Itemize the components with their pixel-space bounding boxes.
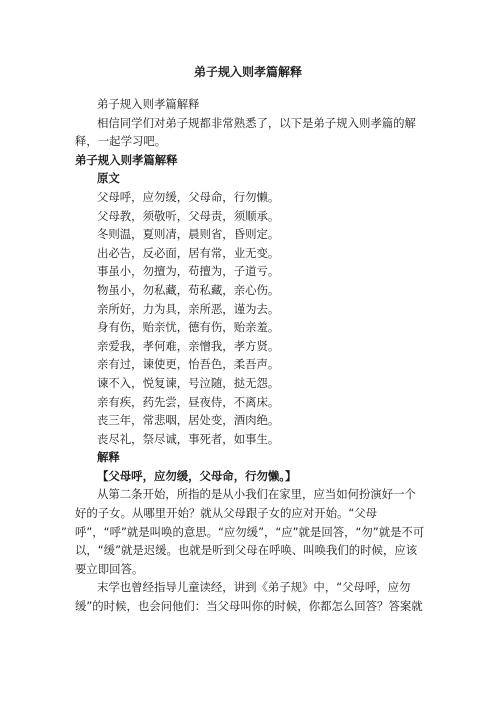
section-heading: 弟子规入则孝篇解释 xyxy=(75,152,178,167)
verse-line: 父母呼，应勿缓，父母命，行勿懒。 xyxy=(97,189,280,204)
explanation-paragraph: 末学也曾经指导儿童读经，讲到《弟子规》中，“父母呼，应勿缓”的时候，也会问他们：当父母叫你的时候，你都怎么回答？答案就 xyxy=(75,580,423,614)
verse-line: 亲爱我，孝何难，亲憎我，孝方贤。 xyxy=(97,338,280,353)
explanation-paragraph: 从第二条开始，所指的是从小我们在家里，应当如何扮演好一个好的子女。从哪里开始？就从父母跟子女的应对开始。“父母呼”，“呼”就是叫唤的意思。“应勿缓”，“应”就是回答，“勿”就是不可以，“缓”就是迟缓。也就是听到父母在呼唤、叫唤我们的时候，应该要立即回答。 xyxy=(75,487,425,576)
verse-line: 谏不入，悦复谏，号泣随，挞无怨。 xyxy=(97,375,280,390)
intro-line: 弟子规入则孝篇解释 xyxy=(97,97,200,111)
verse-line: 丧三年，常悲咽，居处变，酒肉绝。 xyxy=(97,413,280,428)
explanation-heading: 【父母呼，应勿缓，父母命，行勿懒。】 xyxy=(97,468,297,483)
verse-line: 事虽小，勿擅为，苟擅为，子道亏。 xyxy=(97,264,280,279)
verse-line: 亲有疾，药先尝，昼夜侍，不离床。 xyxy=(97,394,280,409)
document-title: 弟子规入则孝篇解释 xyxy=(193,65,302,79)
verse-line: 丧尽礼，祭尽诚，事死者，如事生。 xyxy=(97,431,280,446)
intro-paragraph: 相信同学们对弟子规都非常熟悉了，以下是弟子规入则孝篇的解释，一起学习吧。 xyxy=(75,115,416,149)
verse-line: 父母教，须敬听，父母责，须顺承。 xyxy=(97,208,280,223)
verse-line: 冬则温，夏则凊，晨则省，昏则定。 xyxy=(97,227,280,242)
original-label: 原文 xyxy=(97,171,120,186)
verse-line: 亲所好，力为具，亲所恶，谨为去。 xyxy=(97,301,280,316)
verse-line: 出必告，反必面，居有常，业无变。 xyxy=(97,245,280,260)
verse-line: 身有伤，贻亲忧，德有伤，贻亲羞。 xyxy=(97,320,280,335)
document-body xyxy=(75,95,425,616)
verse-line: 物虽小，勿私藏，苟私藏，亲心伤。 xyxy=(97,282,280,297)
verse-line: 亲有过，谏使更，怡吾色，柔吾声。 xyxy=(97,357,280,372)
explanation-label: 解释 xyxy=(97,450,120,465)
